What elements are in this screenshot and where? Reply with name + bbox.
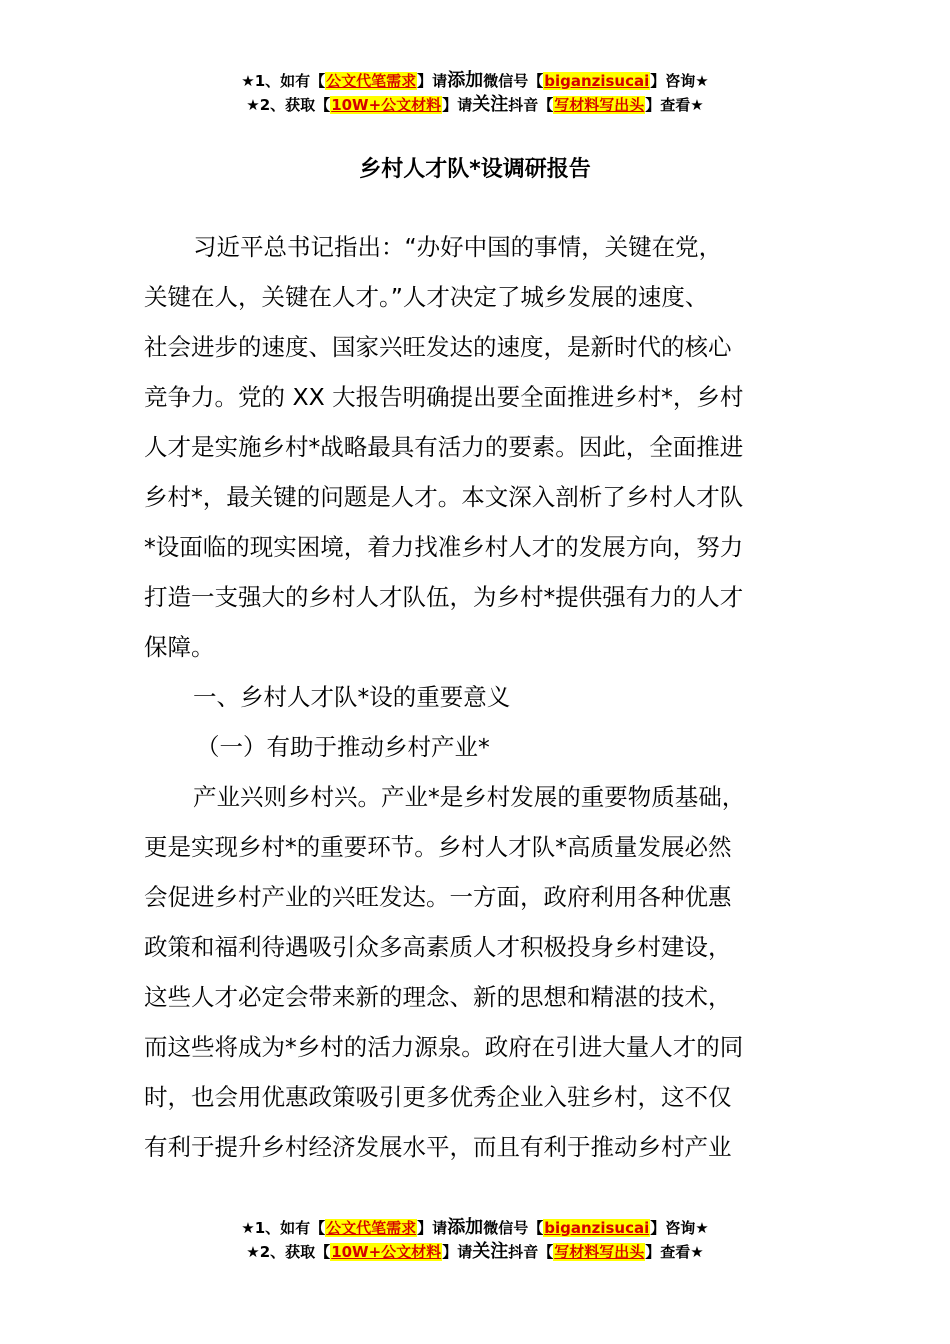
banner-highlight: 公文代笔需求 (326, 72, 417, 90)
banner-line-1 (0, 69, 950, 93)
banner-highlight: 写材料写出头 (554, 1243, 645, 1261)
banner-text: ★1、如有【 (241, 1219, 326, 1237)
body-line: 有利于提升乡村经济发展水平，而且有利于推动乡村产业 (144, 1133, 732, 1161)
banner-highlight: 10W+公文材料 (331, 1243, 442, 1261)
body-line: 乡村*，最关键的问题是人才。本文深入剖析了乡村人才队 (144, 483, 744, 511)
body-line: 保障。 (144, 633, 215, 661)
banner-text: 】请 (442, 96, 473, 114)
banner-text: 】咨询★ (650, 1219, 709, 1237)
body-line: 产业兴则乡村兴。产业*是乡村发展的重要物质基础， (193, 783, 746, 811)
banner-emphasis: 关注 (472, 94, 509, 115)
banner-highlight: 写材料写出头 (554, 96, 645, 114)
banner-emphasis: 关注 (472, 1241, 509, 1262)
banner-text: 】查看★ (645, 1243, 704, 1261)
body-line: *设面临的现实困境，着力找准乡村人才的发展方向，努力 (144, 533, 744, 561)
body-line: 时，也会用优惠政策吸引更多优秀企业入驻乡村，这不仅 (144, 1083, 732, 1111)
banner-text: 抖音【 (508, 96, 554, 114)
banner-text: 微信号【 (483, 72, 544, 90)
banner-highlight: biganzisucai (544, 1219, 650, 1237)
body-line: 会促进乡村产业的兴旺发达。一方面，政府利用各种优惠 (144, 883, 732, 911)
body-line: 打造一支强大的乡村人才队伍，为乡村*提供强有力的人才 (144, 583, 744, 611)
banner-line-2 (0, 1240, 950, 1264)
body-line: 人才是实施乡村*战略最具有活力的要素。因此，全面推进 (144, 433, 744, 461)
document-body (144, 222, 804, 1172)
banner-line-1 (0, 1216, 950, 1240)
banner-text: 】请 (442, 1243, 473, 1261)
header-banner (0, 69, 950, 117)
banner-text: 抖音【 (508, 1243, 554, 1261)
body-line: 而这些将成为*乡村的活力源泉。政府在引进大量人才的同 (144, 1033, 744, 1061)
banner-text: 】请 (417, 1219, 448, 1237)
body-line: 更是实现乡村*的重要环节。乡村人才队*高质量发展必然 (144, 833, 732, 861)
subsection-heading: （一）有助于推动乡村产业* (196, 733, 490, 761)
body-line: 竞争力。党的 XX 大报告明确提出要全面推进乡村*，乡村 (144, 383, 744, 411)
body-line: 政策和福利待遇吸引众多高素质人才积极投身乡村建设， (144, 933, 732, 961)
banner-text: ★1、如有【 (241, 72, 326, 90)
banner-text: ★2、获取【 (246, 96, 331, 114)
banner-text: 】查看★ (645, 96, 704, 114)
body-line: 习近平总书记指出：“办好中国的事情，关键在党， (193, 233, 723, 261)
banner-text: 微信号【 (483, 1219, 544, 1237)
body-line: 这些人才必定会带来新的理念、新的思想和精湛的技术， (144, 983, 732, 1011)
body-line: 关键在人，关键在人才。”人才决定了城乡发展的速度、 (144, 283, 709, 311)
banner-emphasis: 添加 (447, 1217, 484, 1238)
banner-highlight: 10W+公文材料 (331, 96, 442, 114)
banner-highlight: biganzisucai (544, 72, 650, 90)
document-title: 乡村人才队*设调研报告 (359, 157, 591, 182)
banner-text: ★2、获取【 (246, 1243, 331, 1261)
banner-highlight: 公文代笔需求 (326, 1219, 417, 1237)
body-line: 社会进步的速度、国家兴旺发达的速度，是新时代的核心 (144, 333, 732, 361)
banner-line-2 (0, 93, 950, 117)
banner-text: 】咨询★ (650, 72, 709, 90)
footer-banner (0, 1216, 950, 1264)
banner-text: 】请 (417, 72, 448, 90)
section-heading: 一、乡村人才队*设的重要意义 (193, 683, 511, 711)
banner-emphasis: 添加 (447, 70, 484, 91)
